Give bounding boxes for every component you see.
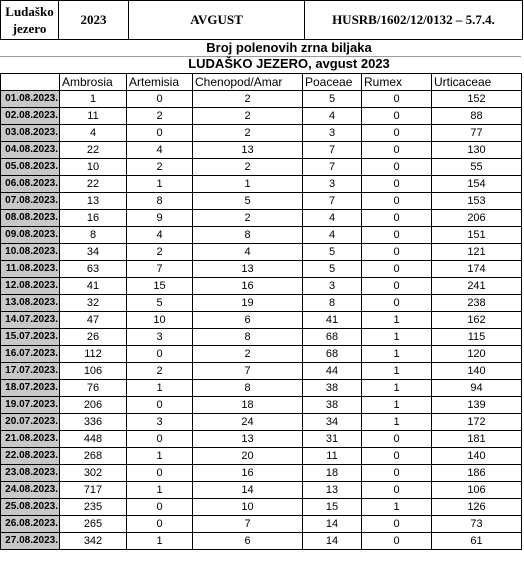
table-header-row <box>1 74 522 91</box>
cell-poaceae: 8 <box>303 295 362 312</box>
cell-chenopod-amar: 2 <box>193 108 303 125</box>
row-date: 15.07.2023. <box>1 329 60 346</box>
cell-rumex: 0 <box>362 295 432 312</box>
cell-chenopod-amar: 2 <box>193 346 303 363</box>
cell-ambrosia: 1 <box>60 91 127 108</box>
row-date: 05.08.2023. <box>1 159 60 176</box>
cell-artemisia: 1 <box>127 448 193 465</box>
cell-urticaceae: 172 <box>432 414 522 431</box>
cell-urticaceae: 151 <box>432 227 522 244</box>
cell-rumex: 1 <box>362 363 432 380</box>
cell-rumex: 0 <box>362 278 432 295</box>
cell-chenopod-amar: 4 <box>193 244 303 261</box>
cell-ambrosia: 342 <box>60 533 127 550</box>
cell-rumex: 0 <box>362 465 432 482</box>
cell-chenopod-amar: 13 <box>193 431 303 448</box>
row-date: 21.08.2023. <box>1 431 60 448</box>
cell-poaceae: 4 <box>303 227 362 244</box>
cell-ambrosia: 206 <box>60 397 127 414</box>
cell-ambrosia: 22 <box>60 142 127 159</box>
row-date: 07.08.2023. <box>1 193 60 210</box>
cell-artemisia: 2 <box>127 159 193 176</box>
cell-artemisia: 9 <box>127 210 193 227</box>
row-date: 02.08.2023. <box>1 108 60 125</box>
report-header <box>0 0 523 40</box>
cell-ambrosia: 76 <box>60 380 127 397</box>
cell-rumex: 0 <box>362 261 432 278</box>
cell-ambrosia: 106 <box>60 363 127 380</box>
cell-poaceae: 13 <box>303 482 362 499</box>
cell-urticaceae: 174 <box>432 261 522 278</box>
cell-poaceae: 68 <box>303 329 362 346</box>
cell-ambrosia: 302 <box>60 465 127 482</box>
cell-chenopod-amar: 13 <box>193 142 303 159</box>
cell-urticaceae: 162 <box>432 312 522 329</box>
cell-chenopod-amar: 7 <box>193 516 303 533</box>
row-date: 18.07.2023. <box>1 380 60 397</box>
table-row <box>1 125 522 142</box>
table-row <box>1 142 522 159</box>
cell-artemisia: 0 <box>127 125 193 142</box>
date-column-header <box>1 74 60 91</box>
row-date: 14.07.2023. <box>1 312 60 329</box>
cell-poaceae: 34 <box>303 414 362 431</box>
cell-poaceae: 41 <box>303 312 362 329</box>
cell-chenopod-amar: 8 <box>193 329 303 346</box>
cell-ambrosia: 336 <box>60 414 127 431</box>
table-row <box>1 261 522 278</box>
cell-artemisia: 10 <box>127 312 193 329</box>
cell-poaceae: 4 <box>303 108 362 125</box>
cell-artemisia: 0 <box>127 516 193 533</box>
cell-poaceae: 7 <box>303 142 362 159</box>
row-date: 26.08.2023. <box>1 516 60 533</box>
cell-rumex: 0 <box>362 176 432 193</box>
month-label: AVGUST <box>129 1 305 40</box>
cell-urticaceae: 241 <box>432 278 522 295</box>
cell-urticaceae: 106 <box>432 482 522 499</box>
cell-artemisia: 0 <box>127 346 193 363</box>
cell-urticaceae: 126 <box>432 499 522 516</box>
column-header-chenopod-amar: Chenopod/Amar <box>193 74 303 91</box>
location-label <box>1 1 59 40</box>
pollen-count-table <box>0 73 522 550</box>
table-row <box>1 346 522 363</box>
row-date: 11.08.2023. <box>1 261 60 278</box>
cell-urticaceae: 94 <box>432 380 522 397</box>
cell-ambrosia: 265 <box>60 516 127 533</box>
cell-artemisia: 0 <box>127 91 193 108</box>
cell-chenopod-amar: 16 <box>193 465 303 482</box>
cell-chenopod-amar: 14 <box>193 482 303 499</box>
cell-poaceae: 7 <box>303 159 362 176</box>
project-code: HUSRB/1602/12/0132 – 5.7.4. <box>305 1 523 40</box>
cell-rumex: 0 <box>362 159 432 176</box>
table-row <box>1 431 522 448</box>
report-subtitle: LUDAŠKO JEZERO, avgust 2023 <box>188 56 390 71</box>
table-row <box>1 329 522 346</box>
row-date: 03.08.2023. <box>1 125 60 142</box>
cell-poaceae: 38 <box>303 380 362 397</box>
cell-chenopod-amar: 16 <box>193 278 303 295</box>
cell-rumex: 0 <box>362 533 432 550</box>
cell-urticaceae: 55 <box>432 159 522 176</box>
row-date: 24.08.2023. <box>1 482 60 499</box>
cell-artemisia: 7 <box>127 261 193 278</box>
table-row <box>1 176 522 193</box>
cell-urticaceae: 181 <box>432 431 522 448</box>
table-row <box>1 108 522 125</box>
cell-artemisia: 8 <box>127 193 193 210</box>
cell-urticaceae: 238 <box>432 295 522 312</box>
cell-chenopod-amar: 20 <box>193 448 303 465</box>
cell-chenopod-amar: 24 <box>193 414 303 431</box>
cell-chenopod-amar: 18 <box>193 397 303 414</box>
cell-chenopod-amar: 2 <box>193 91 303 108</box>
cell-rumex: 1 <box>362 380 432 397</box>
cell-chenopod-amar: 7 <box>193 363 303 380</box>
cell-urticaceae: 140 <box>432 363 522 380</box>
cell-artemisia: 4 <box>127 227 193 244</box>
cell-artemisia: 1 <box>127 380 193 397</box>
cell-chenopod-amar: 5 <box>193 193 303 210</box>
table-row <box>1 465 522 482</box>
column-header-ambrosia: Ambrosia <box>60 74 127 91</box>
row-date: 08.08.2023. <box>1 210 60 227</box>
row-date: 13.08.2023. <box>1 295 60 312</box>
report-title: Broj polenovih zrna biljaka <box>206 40 372 55</box>
cell-ambrosia: 63 <box>60 261 127 278</box>
cell-ambrosia: 13 <box>60 193 127 210</box>
cell-rumex: 0 <box>362 193 432 210</box>
cell-rumex: 1 <box>362 397 432 414</box>
cell-artemisia: 15 <box>127 278 193 295</box>
cell-artemisia: 2 <box>127 108 193 125</box>
cell-poaceae: 5 <box>303 244 362 261</box>
cell-rumex: 0 <box>362 431 432 448</box>
cell-poaceae: 3 <box>303 176 362 193</box>
table-row <box>1 91 522 108</box>
cell-urticaceae: 153 <box>432 193 522 210</box>
row-date: 23.08.2023. <box>1 465 60 482</box>
table-row <box>1 210 522 227</box>
cell-artemisia: 0 <box>127 431 193 448</box>
cell-poaceae: 3 <box>303 125 362 142</box>
cell-chenopod-amar: 13 <box>193 261 303 278</box>
cell-ambrosia: 16 <box>60 210 127 227</box>
table-row <box>1 278 522 295</box>
cell-rumex: 0 <box>362 448 432 465</box>
cell-artemisia: 0 <box>127 397 193 414</box>
cell-rumex: 0 <box>362 142 432 159</box>
cell-poaceae: 7 <box>303 193 362 210</box>
cell-ambrosia: 268 <box>60 448 127 465</box>
row-date: 09.08.2023. <box>1 227 60 244</box>
table-row <box>1 516 522 533</box>
table-row <box>1 193 522 210</box>
table-row <box>1 312 522 329</box>
cell-artemisia: 1 <box>127 533 193 550</box>
cell-artemisia: 1 <box>127 176 193 193</box>
cell-ambrosia: 26 <box>60 329 127 346</box>
table-row <box>1 227 522 244</box>
cell-ambrosia: 11 <box>60 108 127 125</box>
cell-poaceae: 15 <box>303 499 362 516</box>
table-row <box>1 397 522 414</box>
cell-artemisia: 2 <box>127 244 193 261</box>
cell-urticaceae: 88 <box>432 108 522 125</box>
row-date: 16.07.2023. <box>1 346 60 363</box>
cell-artemisia: 3 <box>127 414 193 431</box>
row-date: 10.08.2023. <box>1 244 60 261</box>
cell-rumex: 1 <box>362 312 432 329</box>
cell-rumex: 0 <box>362 227 432 244</box>
cell-urticaceae: 120 <box>432 346 522 363</box>
cell-poaceae: 14 <box>303 533 362 550</box>
cell-poaceae: 4 <box>303 210 362 227</box>
cell-rumex: 0 <box>362 244 432 261</box>
cell-chenopod-amar: 6 <box>193 312 303 329</box>
cell-artemisia: 3 <box>127 329 193 346</box>
cell-chenopod-amar: 8 <box>193 380 303 397</box>
cell-artemisia: 2 <box>127 363 193 380</box>
cell-chenopod-amar: 2 <box>193 210 303 227</box>
cell-poaceae: 3 <box>303 278 362 295</box>
cell-poaceae: 38 <box>303 397 362 414</box>
location-line-1: Ludaško <box>5 4 54 19</box>
row-date: 01.08.2023. <box>1 91 60 108</box>
cell-urticaceae: 73 <box>432 516 522 533</box>
cell-ambrosia: 34 <box>60 244 127 261</box>
cell-poaceae: 18 <box>303 465 362 482</box>
cell-urticaceae: 139 <box>432 397 522 414</box>
cell-ambrosia: 448 <box>60 431 127 448</box>
cell-rumex: 0 <box>362 210 432 227</box>
row-date: 25.08.2023. <box>1 499 60 516</box>
cell-poaceae: 5 <box>303 91 362 108</box>
cell-rumex: 1 <box>362 499 432 516</box>
cell-ambrosia: 8 <box>60 227 127 244</box>
cell-rumex: 1 <box>362 414 432 431</box>
table-row <box>1 414 522 431</box>
cell-poaceae: 31 <box>303 431 362 448</box>
cell-ambrosia: 10 <box>60 159 127 176</box>
column-header-artemisia: Artemisia <box>127 74 193 91</box>
cell-ambrosia: 32 <box>60 295 127 312</box>
cell-rumex: 0 <box>362 91 432 108</box>
cell-rumex: 0 <box>362 516 432 533</box>
cell-ambrosia: 4 <box>60 125 127 142</box>
location-line-2: jezero <box>12 21 47 36</box>
cell-artemisia: 0 <box>127 499 193 516</box>
row-date: 19.07.2023. <box>1 397 60 414</box>
cell-rumex: 0 <box>362 125 432 142</box>
column-header-rumex: Rumex <box>362 74 432 91</box>
row-date: 22.08.2023. <box>1 448 60 465</box>
cell-ambrosia: 235 <box>60 499 127 516</box>
row-date: 04.08.2023. <box>1 142 60 159</box>
row-date: 20.07.2023. <box>1 414 60 431</box>
table-row <box>1 533 522 550</box>
cell-poaceae: 5 <box>303 261 362 278</box>
cell-artemisia: 0 <box>127 465 193 482</box>
table-row <box>1 448 522 465</box>
table-row <box>1 380 522 397</box>
table-row <box>1 244 522 261</box>
cell-artemisia: 4 <box>127 142 193 159</box>
cell-poaceae: 14 <box>303 516 362 533</box>
cell-rumex: 1 <box>362 329 432 346</box>
cell-poaceae: 44 <box>303 363 362 380</box>
cell-poaceae: 68 <box>303 346 362 363</box>
row-date: 06.08.2023. <box>1 176 60 193</box>
cell-urticaceae: 61 <box>432 533 522 550</box>
cell-urticaceae: 121 <box>432 244 522 261</box>
cell-urticaceae: 77 <box>432 125 522 142</box>
cell-ambrosia: 47 <box>60 312 127 329</box>
cell-chenopod-amar: 2 <box>193 159 303 176</box>
cell-chenopod-amar: 6 <box>193 533 303 550</box>
year-label: 2023 <box>59 1 129 40</box>
table-row <box>1 482 522 499</box>
cell-rumex: 1 <box>362 346 432 363</box>
row-date: 27.08.2023. <box>1 533 60 550</box>
row-date: 17.07.2023. <box>1 363 60 380</box>
cell-chenopod-amar: 2 <box>193 125 303 142</box>
cell-rumex: 0 <box>362 108 432 125</box>
cell-chenopod-amar: 10 <box>193 499 303 516</box>
row-date: 12.08.2023. <box>1 278 60 295</box>
table-row <box>1 159 522 176</box>
cell-chenopod-amar: 8 <box>193 227 303 244</box>
cell-artemisia: 5 <box>127 295 193 312</box>
table-row <box>1 295 522 312</box>
cell-poaceae: 11 <box>303 448 362 465</box>
cell-urticaceae: 115 <box>432 329 522 346</box>
table-row <box>1 363 522 380</box>
cell-urticaceae: 186 <box>432 465 522 482</box>
cell-ambrosia: 717 <box>60 482 127 499</box>
column-header-poaceae: Poaceae <box>303 74 362 91</box>
table-row <box>1 499 522 516</box>
cell-chenopod-amar: 1 <box>193 176 303 193</box>
cell-chenopod-amar: 19 <box>193 295 303 312</box>
cell-artemisia: 1 <box>127 482 193 499</box>
cell-ambrosia: 22 <box>60 176 127 193</box>
cell-urticaceae: 154 <box>432 176 522 193</box>
cell-urticaceae: 140 <box>432 448 522 465</box>
cell-urticaceae: 130 <box>432 142 522 159</box>
cell-ambrosia: 41 <box>60 278 127 295</box>
cell-ambrosia: 112 <box>60 346 127 363</box>
column-header-urticaceae: Urticaceae <box>432 74 522 91</box>
cell-urticaceae: 206 <box>432 210 522 227</box>
cell-urticaceae: 152 <box>432 91 522 108</box>
cell-rumex: 0 <box>362 482 432 499</box>
